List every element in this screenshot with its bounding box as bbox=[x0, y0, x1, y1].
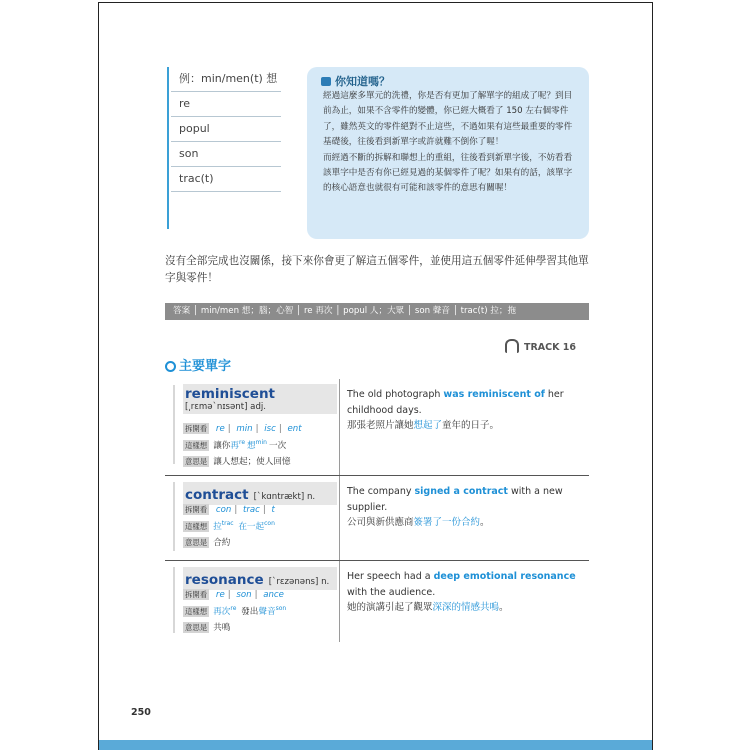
breakdown-line: 拆開看 con | trac | t bbox=[185, 505, 275, 515]
exercise-header: 例：min/men(t) 想 bbox=[171, 67, 281, 92]
word-row bbox=[165, 561, 589, 642]
exercise-row: re bbox=[171, 92, 281, 117]
association-line: 這樣想 拉$^{trac}$ 在一起$^{con}$ bbox=[185, 520, 275, 532]
example-sentence: The old photograph was reminiscent of her childhood days. 那張老照片讓她想起了童年的日子。 bbox=[347, 389, 564, 431]
word-heading bbox=[183, 567, 337, 590]
meaning-line: 意思是 讓人想起；使人回憶 bbox=[185, 457, 291, 467]
did-you-know-paragraph: 而經過不斷的拆解和聯想上的重組，往後看到新單字後，不妨看看該單字中是否有你已經見過的某個零件了呢？如果有的話，該單字的核心語意也就很有可能和該零件的意思有關喔！ bbox=[323, 152, 573, 194]
word-table bbox=[165, 379, 589, 642]
meaning-line: 意思是 合約 bbox=[185, 538, 231, 548]
association-line: 這樣想 再次$^{re}$ 發出聲音$^{son}$ bbox=[185, 605, 287, 617]
page-number: 250 bbox=[131, 707, 151, 718]
breakdown-line: 拆開看 re | min | isc | ent bbox=[185, 424, 302, 434]
book-page bbox=[98, 2, 653, 750]
headword: resonance bbox=[185, 572, 264, 588]
word-row bbox=[165, 476, 589, 561]
pronunciation: [`rɛzənəns] n. bbox=[268, 577, 330, 587]
did-you-know-paragraph: 經過這麼多單元的洗禮，你是否有更加了解單字的組成了呢？到目前為止，如果不含零件的變體，你已經大概看了 150 左右個零件了，雖然英文的零件絕對不止這些，不過如果有這些最重要的零件基礎後，往後看到新單字或許就難不倒你了喔！ bbox=[323, 91, 573, 148]
exercise-table bbox=[171, 67, 281, 192]
audio-track[interactable]: TRACK 16 bbox=[505, 339, 576, 353]
exercise-accent-line bbox=[167, 67, 169, 229]
exercise-row: popul bbox=[171, 117, 281, 142]
word-info bbox=[165, 561, 340, 642]
speech-bubble-icon bbox=[321, 77, 331, 86]
exercise-row: trac(t) bbox=[171, 167, 281, 192]
word-heading bbox=[183, 384, 337, 414]
bottom-color-bar bbox=[99, 740, 652, 750]
arrow-circle-icon bbox=[165, 361, 176, 372]
intro-paragraph: 沒有全部完成也沒關係，接下來你會更了解這五個零件，並使用這五個零件延伸學習其他單字與零件！ bbox=[165, 255, 589, 284]
pronunciation: [͵rɛmə`nɪsənt] adj. bbox=[185, 402, 267, 412]
breakdown-line: 拆開看 re | son | ance bbox=[185, 590, 284, 600]
pronunciation: [`kɑntrækt] n. bbox=[253, 492, 316, 502]
example-sentence: Her speech had a deep emotional resonance with the audience. 她的演講引起了觀眾深深的情感共鳴。 bbox=[347, 571, 576, 613]
answer-bar: 答案 │ min/men 想；腦；心智 │ re 再次 │ popul 人；大眾 │ son 聲音 │ trac(t) 拉；拖 bbox=[165, 303, 589, 320]
headword: reminiscent bbox=[185, 386, 276, 402]
meaning-line: 意思是 共鳴 bbox=[185, 623, 231, 633]
section-title: 主要單字 bbox=[165, 355, 231, 374]
did-you-know-title: 你知道嗎？ bbox=[321, 73, 390, 89]
did-you-know-text bbox=[323, 89, 577, 197]
example-sentence: The company signed a contract with a new supplier. 公司與新供應商簽署了一份合約。 bbox=[347, 486, 563, 528]
did-you-know-box bbox=[307, 67, 589, 239]
headword: contract bbox=[185, 487, 249, 503]
word-heading bbox=[183, 482, 337, 505]
word-info bbox=[165, 379, 340, 475]
headphones-icon bbox=[505, 339, 519, 353]
association-line: 這樣想 讓你再$^{re}$ 想$^{min}$ 一次 bbox=[185, 439, 287, 451]
exercise-row: son bbox=[171, 142, 281, 167]
word-row bbox=[165, 379, 589, 476]
word-info bbox=[165, 476, 340, 560]
